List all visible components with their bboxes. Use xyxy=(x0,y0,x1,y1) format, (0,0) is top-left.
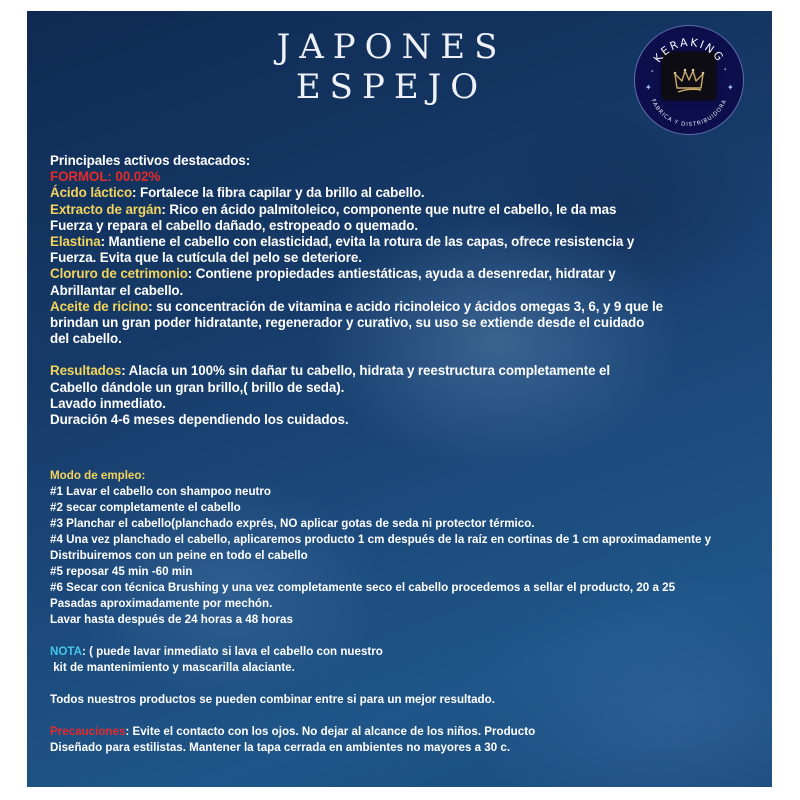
product-title-line2: ESPEJO xyxy=(295,67,488,107)
active-label: Extracto de argán xyxy=(50,201,162,217)
note-section: NOTA: ( puede lavar inmediato si lava el cabello con nuestro xyxy=(50,645,383,659)
product-info-panel xyxy=(27,11,772,787)
usage-section: Modo de empleo: #1 Lavar el cabello con shampoo neutro #2 secar completamente el cabello #3 Planchar el cabello(planchado exprés, NO aplicar gotas de seda ni protector térmico. #4 Una vez planchado el cabello, aplicaremos producto 1 cm después de la raíz en cortinas de 1 cm aproximadamente y Distribuiremos con un peine en todo el cabello #5 reposar 45 min -60 min #6 Secar con técnica Brushing y una vez completamente seco el cabello procedemos a sellar el producto, 20 a 25 Pasadas aproximadamente por mechón. Lavar hasta después de 24 horas a 48 horas NOTA: ( puede lavar inmediato si lava el cabello con nuestro kit de mantenimiento y mascarilla alaciante. Todos nuestros productos se pueden combinar entre si para un mejor resultado. Precauciones: Evite el contacto con los ojos. No dejar al alcance de los niños. Producto Diseñado para estilistas. Mantener la tapa cerrada en ambientes no mayores a 30 c. xyxy=(50,468,772,756)
usage-step: #6 Secar con técnica Brushing y una vez completamente seco el cabello procedemos a sellar el producto, 20 a 25 xyxy=(50,581,676,595)
precautions-label: Precauciones xyxy=(50,725,126,739)
active-label: Elastina xyxy=(50,234,101,250)
results-section: Resultados: Alacía un 100% sin dañar tu cabello, hidrata y reestructura completamente el xyxy=(50,363,610,379)
usage-heading: Modo de empleo: xyxy=(50,469,146,483)
precautions-section: Precauciones: Evite el contacto con los ojos. No dejar al alcance de los niños. Producto xyxy=(50,725,536,739)
results-label: Resultados xyxy=(50,363,122,379)
actives-heading: Principales activos destacados: xyxy=(50,153,251,168)
usage-step: Pasadas aproximadamente por mechón. xyxy=(50,597,273,611)
svg-text:· KERAKING ·: · KERAKING · xyxy=(645,35,733,75)
usage-step: #1 Lavar el cabello con shampoo neutro xyxy=(50,485,271,499)
keraking-logo xyxy=(634,25,744,135)
svg-text:✦: ✦ xyxy=(645,83,652,92)
actives-section: Principales activos destacados: FORMOL: 00.02% Ácido láctico: Fortalece la fibra capilar y da brillo al cabello. Extracto de argán: Rico en ácido palmitoleico, componente que nutre el cabello, le da mas Fuerza y repara el cabello dañado, estropeado o quemado. Elastina: Mantiene el cabello con elasticidad, evita la rotura de las capas, ofrece resistencia y Fuerza. Evita que la cutícula del pelo se deteriore. Cloruro de cetrimonio: Contiene propiedades antiestáticas, ayuda a desenredar, hidratar y Abrillantar el cabello. Aceite de ricino: su concentración de vitamina e acido ricinoleico y ácidos omegas 3, 6, y 9 que le brindan un gran poder hidratante, regenerador y curativo, su uso se extiende desde el cuidado del cabello. Resultados: Alacía un 100% sin dañar tu cabello, hidrata y reestructura completamente el Cabello dándole un gran brillo,( brillo de seda). Lavado inmediato. Duración 4-6 meses dependiendo los cuidados. xyxy=(50,153,772,428)
usage-step: #5 reposar 45 min -60 min xyxy=(50,565,193,579)
svg-text:FABRICA Y DISTRIBUIDORA: FABRICA Y DISTRIBUIDORA xyxy=(649,98,729,129)
usage-step: #2 secar completamente el cabello xyxy=(50,501,241,515)
active-item: Ácido láctico: Fortalece la fibra capilar y da brillo al cabello. xyxy=(50,185,425,201)
formol-value: FORMOL: 00.02% xyxy=(50,169,161,185)
usage-step: Distribuiremos con un peine en todo el cabello xyxy=(50,549,308,563)
usage-step: #4 Una vez planchado el cabello, aplicaremos producto 1 cm después de la raíz en cortinas de 1 cm aproximadamente y xyxy=(50,533,712,547)
active-label: Cloruro de cetrimonio xyxy=(50,266,188,282)
usage-step: #3 Planchar el cabello(planchado exprés, NO aplicar gotas de seda ni protector térmico. xyxy=(50,517,535,531)
combine-note: Todos nuestros productos se pueden combinar entre si para un mejor resultado. xyxy=(50,693,495,707)
crown-icon xyxy=(635,26,743,134)
product-description xyxy=(50,153,772,756)
usage-step: Lavar hasta después de 24 horas a 48 horas xyxy=(50,613,293,627)
product-title-line1: JAPONES xyxy=(276,27,507,67)
active-item: Elastina: Mantiene el cabello con elasticidad, evita la rotura de las capas, ofrece resistencia y xyxy=(50,234,635,250)
active-label: Aceite de ricino xyxy=(50,298,149,314)
active-item: Aceite de ricino: su concentración de vitamina e acido ricinoleico y ácidos omegas 3, 6, y 9 que le xyxy=(50,298,663,314)
svg-text:✦: ✦ xyxy=(727,83,734,92)
active-item: Extracto de argán: Rico en ácido palmitoleico, componente que nutre el cabello, le da mas xyxy=(50,201,617,217)
active-label: Ácido láctico xyxy=(50,185,133,201)
active-item: Cloruro de cetrimonio: Contiene propiedades antiestáticas, ayuda a desenredar, hidratar y xyxy=(50,266,616,282)
note-label: NOTA xyxy=(50,645,82,659)
